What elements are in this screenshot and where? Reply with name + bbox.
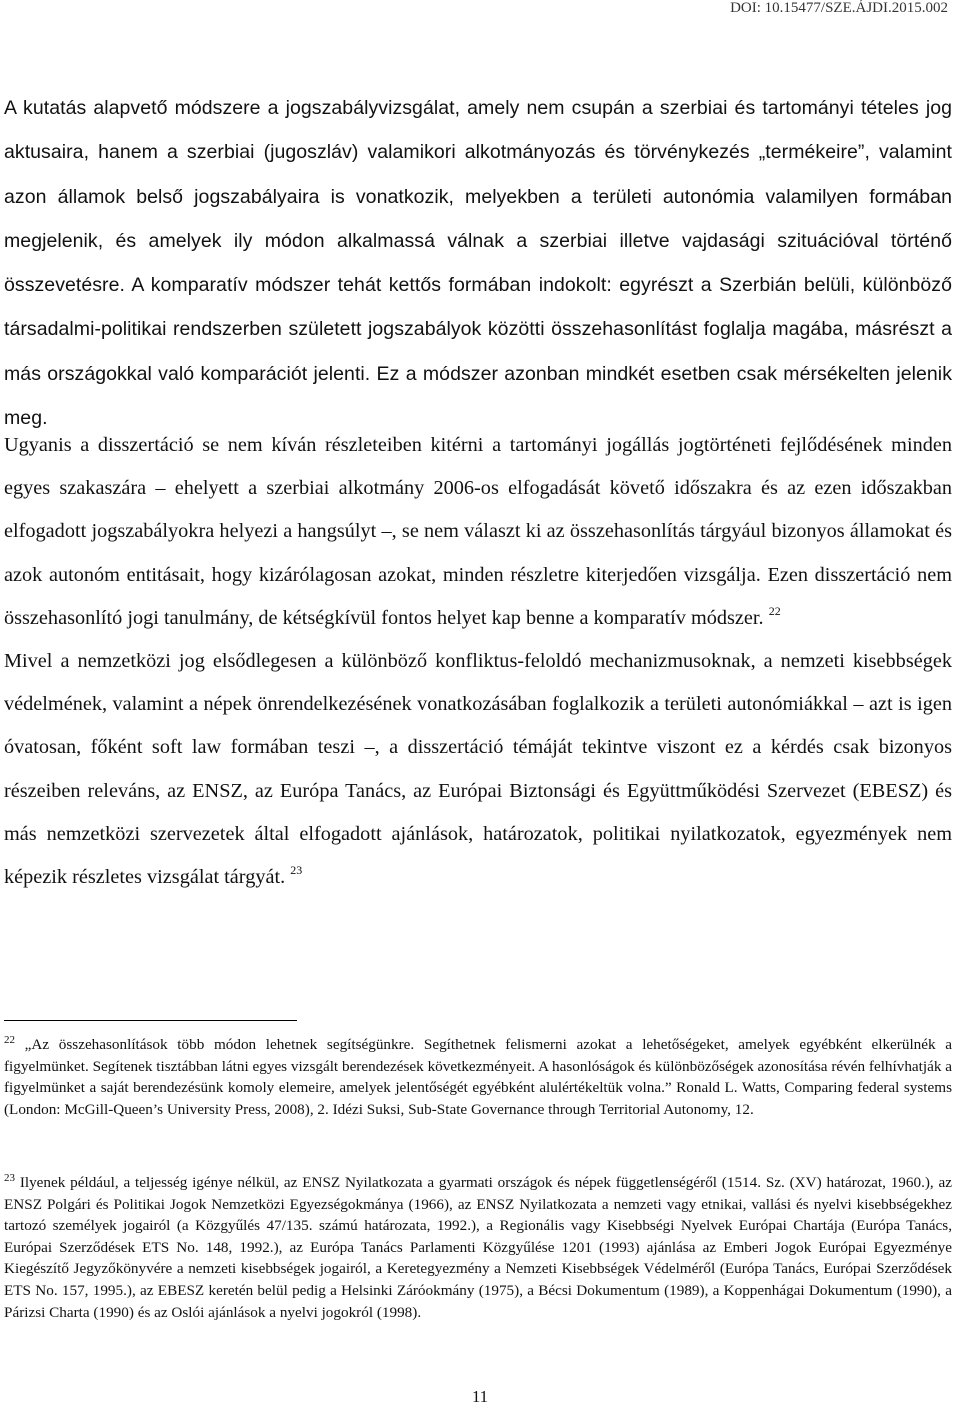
paragraph-2-text: Ugyanis a disszertáció se nem kíván részleteiben kitérni a tartományi jogállás jogtörténeti fejlődésének minden egyes szakaszára – ehelyett a szerbiai alkotmány 2006-os elfogadását követő időszakra és az ezen időszakban elfogadott jogszabályokra helyezi a hangsúlyt –, se nem választ ki az összehasonlítás tárgyául bizonyos államokat és azok autonóm entitásait, hogy kizárólagosan azokat, minden részletre kiterjedően vizsgálja. Ezen disszertáció nem összehasonlító jogi tanulmány, de kétségkívül fontos helyet kap benne a komparatív módszer. [4,434,952,629]
footnote-number: 23 [4,1172,15,1184]
footnote-text: Ilyenek például, a teljesség igénye nélkül, az ENSZ Nyilatkozata a gyarmati országok és népek függetlenségéről (1514. Sz. (XV) határozat, 1960.), az ENSZ Polgári és Politikai Jogok Nemzetközi Egyezségokmánya (1966), az ENSZ Nyilatkozata a nemzeti vagy etnikai, vallási és nyelvi kisebbségekhez tartozó személyek jogairól (a Közgyűlés 47/135. számú határozata, 1992.), a Regionális vagy Kisebbségi Nyelvek Európai Chartája (Európa Tanács, Európai Szerződések ETS No. 148, 1992.), az Európa Tanács Parlamenti Közgyűlése 1201 (1993) ajánlása az Emberi Jogok Európai Egyezménye Kiegészítő Jegyzőkönyvére a nemzeti kisebbségek jogairól, a Keretegyezmény a Nemzeti Kisebbségek Védelméről (Európa Tanács, Európai Szerződések ETS No. 157, 1995.), az EBESZ keretén belül pedig a Helsinki Záróokmány (1975), a Bécsi Dokumentum (1989), a Koppenhágai Dokumentum (1990), a Párizsi Charta (1990) és az Oslói ajánlások a nyelvi jogokról (1998). [4,1174,953,1321]
footnote-separator [4,1020,297,1021]
footnote-ref-23[interactable]: 23 [290,863,303,878]
body-paragraph-2 [4,424,952,899]
body-paragraph-1: A kutatás alapvető módszere a jogszabályvizsgálat, amely nem csupán a szerbiai és tartományi tételes jog aktusaira, hanem a szerbiai (jugoszláv) valamikori alkotmányozás és törvénykezés „termékeire”, valamint azon államok belső jogszabályaira is vonatkozik, melyekben a területi autonómia valamilyen formában megjelenik, és amelyek ily módon alkalmassá válnak a szerbiai illetve vajdasági szituációval történő összevetésre. A komparatív módszer tehát kettős formában indokolt: egyrészt a Szerbián belüli, különböző társadalmi-politikai rendszerben született jogszabályok közötti összehasonlítást foglalja magába, másrészt a más országokkal való komparációt jelenti. Ez a módszer azonban mindkét esetben csak mérsékelten jelenik meg. [4,97,952,430]
doi-header: DOI: 10.15477/SZE.ÁJDI.2015.002 [730,0,948,16]
footnote-22 [4,1034,952,1120]
footnote-ref-22[interactable]: 22 [768,603,781,618]
footnote-text: „Az összehasonlítások több módon lehetnek segítségünkre. Segíthetnek felismerni azokat a lehetőségeket, amelyek egyébként elkerülnék a figyelmünket. Segítenek tisztábban látni egyes vizsgált berendezések következményeit. A hasonlóságok és különbözőségek azonosítása révén felhívhatják a figyelmünket a saját berendezésünk komoly elemeire, amelyek jelentőségét egyébként alulértékeltük volna.” Ronald L. Watts, Comparing federal systems (London: McGill-Queen’s University Press, 2008), 2. Idézi Suksi, Sub-State Governance through Territorial Autonomy, 12. [4,1036,953,1118]
footnote-number: 22 [4,1034,15,1046]
paragraph-3-text: Mivel a nemzetközi jog elsődlegesen a különböző konfliktus-feloldó mechanizmusoknak, a nemzeti kisebbségek védelmének, valamint a népek önrendelkezésének vonatkozásában foglalkozik a területi autonómiákkal – azt is igen óvatosan, főként soft law formában teszi –, a disszertáció témáját tekintve viszont ez a kérdés csak bizonyos részeiben releváns, az ENSZ, az Európa Tanács, az Európai Biztonsági és Együttműködési Szervezet (EBESZ) és más nemzetközi szervezetek által elfogadott ajánlások, határozatok, politikai nyilatkozatok, egyezmények nem képezik részletes vizsgálat tárgyát. [4,650,952,889]
page-number: 11 [471,1387,489,1406]
footnote-23 [4,1172,952,1323]
